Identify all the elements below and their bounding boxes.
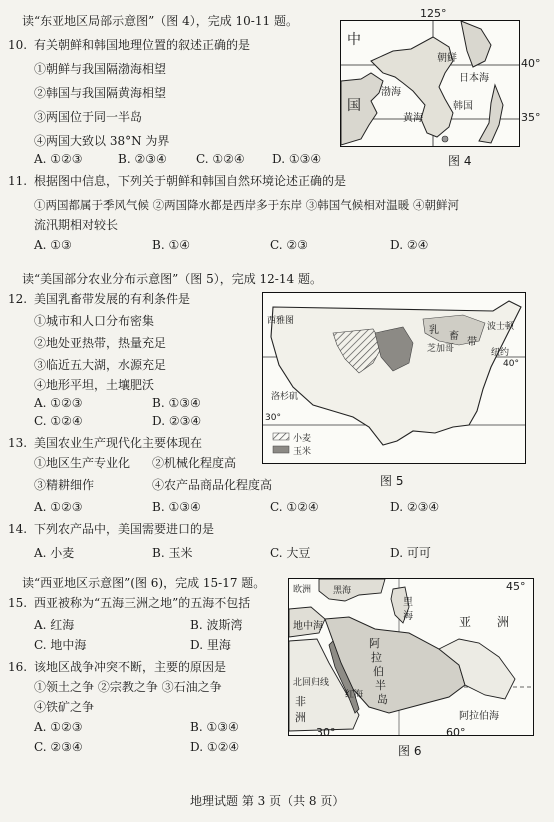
fig4-label-yellow-sea: 黄海 — [403, 113, 423, 124]
fig5-label-new-york: 纽约 — [491, 348, 510, 358]
q13-item-4: ④农产品商品化程度高 — [152, 478, 273, 492]
q13-option-d: D. ②③④ — [390, 500, 440, 514]
q15-option-a: A. 红海 — [34, 618, 75, 632]
q16-option-a: A. ①②③ — [34, 720, 83, 734]
fig6-label-tropic: 北回归线 — [293, 678, 330, 688]
q11-option-d: D. ②④ — [390, 238, 429, 252]
fig6-label-asia: 亚 — [459, 615, 472, 629]
fig6-label-europe: 欧洲 — [293, 585, 312, 595]
fig4-label-north-korea: 朝鲜 — [437, 53, 457, 64]
fig5-label-chicago: 芝加哥 — [427, 344, 455, 354]
q10-option-b: B. ②③④ — [118, 152, 167, 166]
q15-option-d: D. 里海 — [190, 638, 231, 652]
q16-option-c: C. ②③④ — [34, 740, 83, 754]
q16-number: 16. — [8, 660, 28, 674]
intro-fig6: 读“西亚地区示意图”(图 6)，完成 15-17 题。 — [22, 576, 266, 590]
fig4-label-china-2: 国 — [347, 98, 361, 114]
fig5-label-dairy-3: 带 — [467, 337, 477, 348]
fig6-lon-60: 60° — [446, 726, 466, 739]
q10-item-1: ①朝鲜与我国隔渤海相望 — [34, 62, 167, 76]
fig5-label-boston: 波士顿 — [487, 322, 515, 332]
fig4-lat-40: 40° — [521, 57, 541, 70]
figure-4-map — [340, 20, 520, 147]
fig6-label-africa-2: 洲 — [295, 711, 306, 724]
fig6-label-continent: 洲 — [497, 615, 510, 629]
q13-option-a: A. ①②③ — [34, 500, 83, 514]
q13-item-1: ①地区生产专业化 — [34, 456, 131, 470]
intro-fig5: 读“美国部分农业分布示意图”（图 5），完成 12-14 题。 — [22, 272, 322, 286]
q12-item-2: ②地处亚热带，热量充足 — [34, 336, 167, 350]
q12-item-4: ④地形平坦，土壤肥沃 — [34, 378, 155, 392]
figure-5-map — [262, 292, 526, 464]
fig6-label-caspian-1: 里 — [403, 597, 413, 608]
q14-option-d: D. 可可 — [390, 546, 431, 560]
fig6-label-mediterranean: 地中海 — [293, 621, 323, 632]
q10-item-2: ②韩国与我国隔黄海相望 — [34, 86, 167, 100]
fig6-lon-45: 45° — [506, 580, 526, 593]
q10-item-4: ④两国大致以 38°N 为界 — [34, 134, 170, 148]
q11-option-b: B. ①④ — [152, 238, 190, 252]
fig5-label-dairy-1: 乳 — [429, 325, 439, 336]
fig4-label-bohai: 渤海 — [381, 87, 401, 98]
fig5-legend-corn: 玉米 — [293, 447, 312, 457]
q13-number: 13. — [8, 436, 28, 450]
fig5-lat-30: 30° — [265, 413, 281, 423]
q13-option-c: C. ①②④ — [270, 500, 319, 514]
fig4-caption: 图 4 — [448, 154, 472, 168]
q11-line-1: ①两国都属于季风气候 ②两国降水都是西岸多于东岸 ③韩国气候相对温暖 ④朝鲜河 — [34, 198, 459, 212]
q10-option-c: C. ①②④ — [196, 152, 245, 166]
q14-option-a: A. 小麦 — [34, 546, 75, 560]
q12-option-a: A. ①②③ — [34, 396, 83, 410]
q12-option-b: B. ①③④ — [152, 396, 201, 410]
q16-option-b: B. ①③④ — [190, 720, 239, 734]
fig6-caption: 图 6 — [398, 744, 422, 758]
intro-fig4: 读“东亚地区局部示意图”（图 4），完成 10-11 题。 — [22, 14, 298, 28]
fig6-label-arabia-4: 半 — [375, 679, 386, 692]
q16-option-d: D. ①②④ — [190, 740, 240, 754]
q14-option-c: C. 大豆 — [270, 546, 311, 560]
q10-stem: 有关朝鲜和韩国地理位置的叙述正确的是 — [34, 38, 251, 52]
q12-option-d: D. ②③④ — [152, 414, 202, 428]
q11-number: 11. — [8, 174, 28, 188]
q13-item-2: ②机械化程度高 — [152, 456, 237, 470]
fig6-label-arabia-1: 阿 — [369, 637, 380, 650]
fig5-lat-40: 40° — [503, 359, 519, 369]
q14-option-b: B. 玉米 — [152, 546, 193, 560]
q12-number: 12. — [8, 292, 28, 306]
fig6-label-arabia-3: 伯 — [373, 665, 384, 678]
q14-stem: 下列农产品中，美国需要进口的是 — [34, 522, 215, 536]
fig6-label-black-sea: 黑海 — [333, 586, 352, 596]
fig4-lon-125: 125° — [420, 7, 447, 20]
q11-option-c: C. ②③ — [270, 238, 308, 252]
q12-option-c: C. ①②④ — [34, 414, 83, 428]
q15-option-b: B. 波斯湾 — [190, 618, 243, 632]
fig6-label-arabian-sea: 阿拉伯海 — [459, 711, 499, 722]
q13-option-b: B. ①③④ — [152, 500, 201, 514]
q12-item-1: ①城市和人口分布密集 — [34, 314, 155, 328]
q15-number: 15. — [8, 596, 28, 610]
q10-option-d: D. ①③④ — [272, 152, 322, 166]
fig5-label-dairy-2: 畜 — [449, 331, 459, 342]
fig6-label-red-sea: 红海 — [345, 690, 364, 700]
fig4-label-sea-of-japan: 日本海 — [459, 73, 489, 84]
q11-option-a: A. ①③ — [34, 238, 72, 252]
q15-stem: 西亚被称为“五海三洲之地”的五海不包括 — [34, 596, 251, 610]
q10-option-a: A. ①②③ — [34, 152, 83, 166]
fig4-label-south-korea: 韩国 — [453, 101, 473, 112]
q16-stem: 该地区战争冲突不断，主要的原因是 — [34, 660, 227, 674]
fig4-lat-35: 35° — [521, 111, 541, 124]
fig5-label-los-angeles: 洛杉矶 — [271, 392, 299, 402]
fig5-caption: 图 5 — [380, 474, 404, 488]
fig6-lon-30: 30° — [316, 726, 336, 739]
fig4-label-china-1: 中 — [347, 32, 361, 48]
q11-stem: 根据图中信息，下列关于朝鲜和韩国自然环境论述正确的是 — [34, 174, 347, 188]
q13-item-3: ③精耕细作 — [34, 478, 95, 492]
q10-item-3: ③两国位于同一半岛 — [34, 110, 143, 124]
q14-number: 14. — [8, 522, 28, 536]
q12-item-3: ③临近五大湖，水源充足 — [34, 358, 167, 372]
fig6-label-africa-1: 非 — [295, 695, 306, 708]
q13-stem: 美国农业生产现代化主要体现在 — [34, 436, 203, 450]
fig6-label-arabia-2: 拉 — [371, 651, 382, 664]
fig5-legend-wheat: 小麦 — [293, 434, 312, 444]
fig5-label-seattle: 西雅图 — [267, 316, 295, 326]
fig6-label-caspian-2: 海 — [403, 611, 413, 622]
q12-stem: 美国乳畜带发展的有利条件是 — [34, 292, 191, 306]
q16-item-line-2: ④铁矿之争 — [34, 700, 95, 714]
figure-6-map — [288, 578, 534, 736]
page-footer: 地理试题 第 3 页（共 8 页） — [190, 794, 345, 808]
q15-option-c: C. 地中海 — [34, 638, 87, 652]
figure-4-drawing — [341, 21, 519, 146]
q10-number: 10. — [8, 38, 28, 52]
fig6-label-arabia-5: 岛 — [377, 693, 388, 706]
q16-item-line-1: ①领土之争 ②宗教之争 ③石油之争 — [34, 680, 222, 694]
q11-line-2: 流汛期相对较长 — [34, 218, 119, 232]
